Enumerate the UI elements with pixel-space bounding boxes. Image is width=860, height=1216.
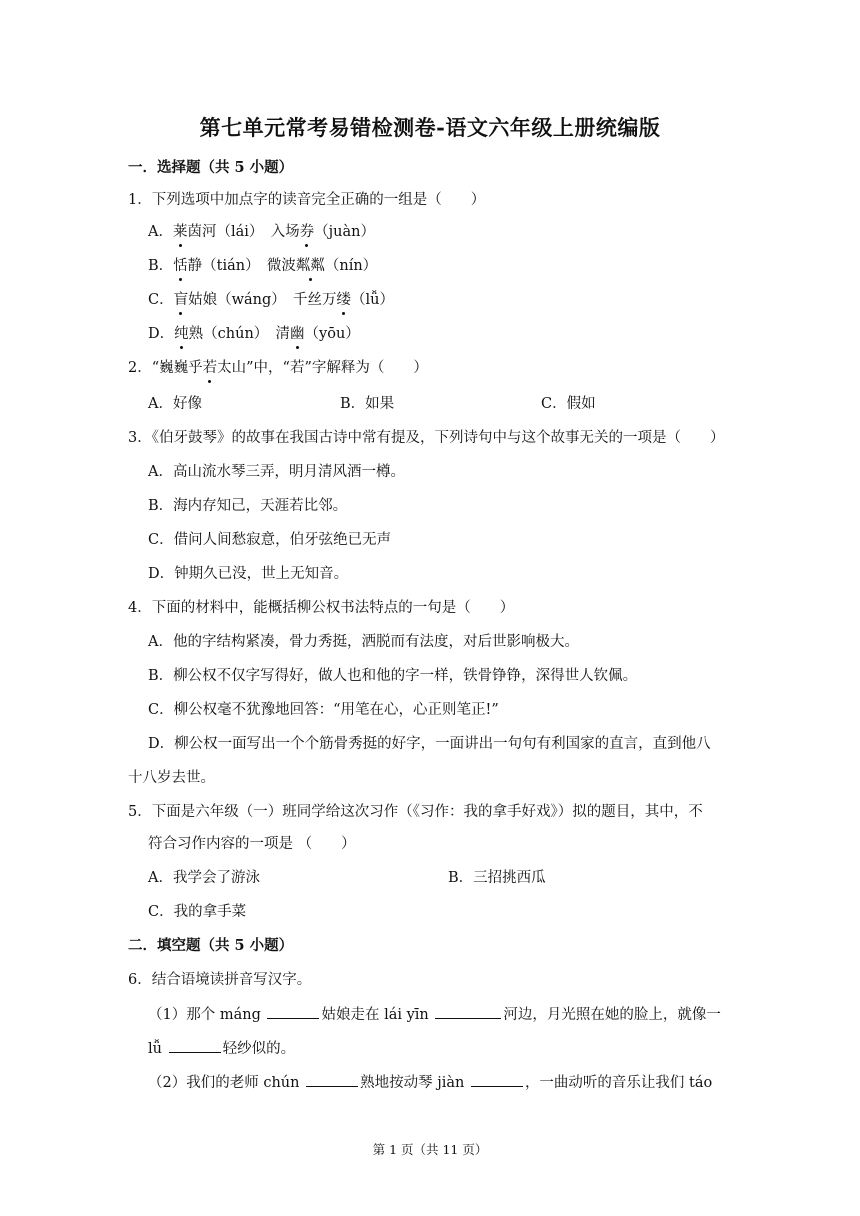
section-heading-choice: 一．选择题（共 5 小题）: [128, 159, 294, 176]
question-5-stem: 5．下面是六年级（一）班同学给这次习作（《习作：我的拿手好戏》）拟的题目，其中，不: [128, 804, 703, 820]
question-4-option-c: C．柳公权毫不犹豫地回答：“用笔在心，心正则笔正!”: [148, 702, 499, 718]
dotted-char: 粼粼: [295, 258, 325, 274]
question-3-option-c: C．借问人间愁寂意，伯牙弦绝已无声: [148, 532, 392, 548]
answer-blank[interactable]: [306, 1072, 358, 1087]
dotted-char: 盲: [173, 292, 189, 308]
question-6-stem: 6．结合语境读拼音写汉字。: [128, 972, 312, 988]
question-4-option-b: B．柳公权不仅字写得好，做人也和他的字一样，铁骨铮铮，深得世人钦佩。: [148, 668, 638, 684]
question-2-option-b: B．如果: [340, 396, 395, 412]
question-6-line-1: （1）那个 máng 姑娘走在 lái yīn 河边，月光照在她的脸上，就像一: [148, 1004, 742, 1025]
question-1-option-d: D．纯熟（chún） 清幽（yōu）: [148, 326, 360, 342]
dotted-char: 若: [202, 360, 218, 376]
dotted-char: 恬: [173, 258, 188, 274]
question-4-stem: 4．下面的材料中，能概括柳公权书法特点的一句是（ ）: [128, 600, 515, 616]
answer-blank[interactable]: [435, 1004, 501, 1019]
dotted-char: 券: [299, 224, 315, 240]
question-5-option-b: B．三招挑西瓜: [448, 870, 546, 886]
question-5-stem-cont: 符合习作内容的一项是 （ ）: [148, 836, 356, 852]
question-4-option-d-cont: 十八岁去世。: [128, 770, 215, 786]
question-1-option-c: C．盲姑娘（wáng） 千丝万缕（lǚ）: [148, 292, 395, 308]
question-2-option-c: C．假如: [541, 396, 596, 412]
answer-blank[interactable]: [267, 1004, 319, 1019]
dotted-char: 缕: [336, 292, 352, 308]
section-heading-fill: 二．填空题（共 5 小题）: [128, 937, 294, 954]
question-3-stem: 3．《伯牙鼓琴》的故事在我国古诗中常有提及，下列诗句中与这个故事无关的一项是（ ）: [128, 430, 725, 446]
question-1-stem: 1．下列选项中加点字的读音完全正确的一组是（ ）: [128, 192, 486, 208]
question-4-option-d: D．柳公权一面写出一个个筋骨秀挺的好字，一面讲出一句句有利国家的直言，直到他八: [148, 736, 711, 752]
question-6-line-2: lǚ 轻纱似的。: [148, 1038, 742, 1059]
answer-blank[interactable]: [169, 1038, 221, 1053]
question-3-option-b: B．海内存知己，天涯若比邻。: [148, 498, 348, 514]
question-3-option-d: D．钟期久已没，世上无知音。: [148, 566, 349, 582]
dotted-char: 幽: [290, 326, 305, 342]
question-4-option-a: A．他的字结构紧凑，骨力秀挺，洒脱而有法度，对后世影响极大。: [148, 634, 579, 650]
dotted-char: 纯: [174, 326, 189, 342]
question-2-option-a: A．好像: [148, 396, 202, 412]
question-5-option-a: A．我学会了游泳: [148, 870, 260, 886]
question-2-stem: 2．“巍巍乎若太山”中，“若”字解释为（ ）: [128, 360, 428, 376]
question-1-option-a: A．莱茵河（lái） 入场券（juàn）: [148, 224, 375, 240]
answer-blank[interactable]: [471, 1072, 523, 1087]
question-5-option-c: C．我的拿手菜: [148, 904, 247, 920]
page-footer: 第 1 页（共 11 页）: [372, 1142, 488, 1157]
question-3-option-a: A．高山流水琴三弄，明月清风酒一樽。: [148, 464, 405, 480]
page-title: 第七单元常考易错检测卷-语文六年级上册统编版: [199, 115, 661, 140]
dotted-char: 莱: [172, 224, 188, 240]
question-6-line-3: （2）我们的老师 chún 熟地按动琴 jiàn ，一曲动听的音乐让我们 táo: [148, 1072, 742, 1093]
question-1-option-b: B．恬静（tián） 微波粼粼（nín）: [148, 258, 378, 274]
